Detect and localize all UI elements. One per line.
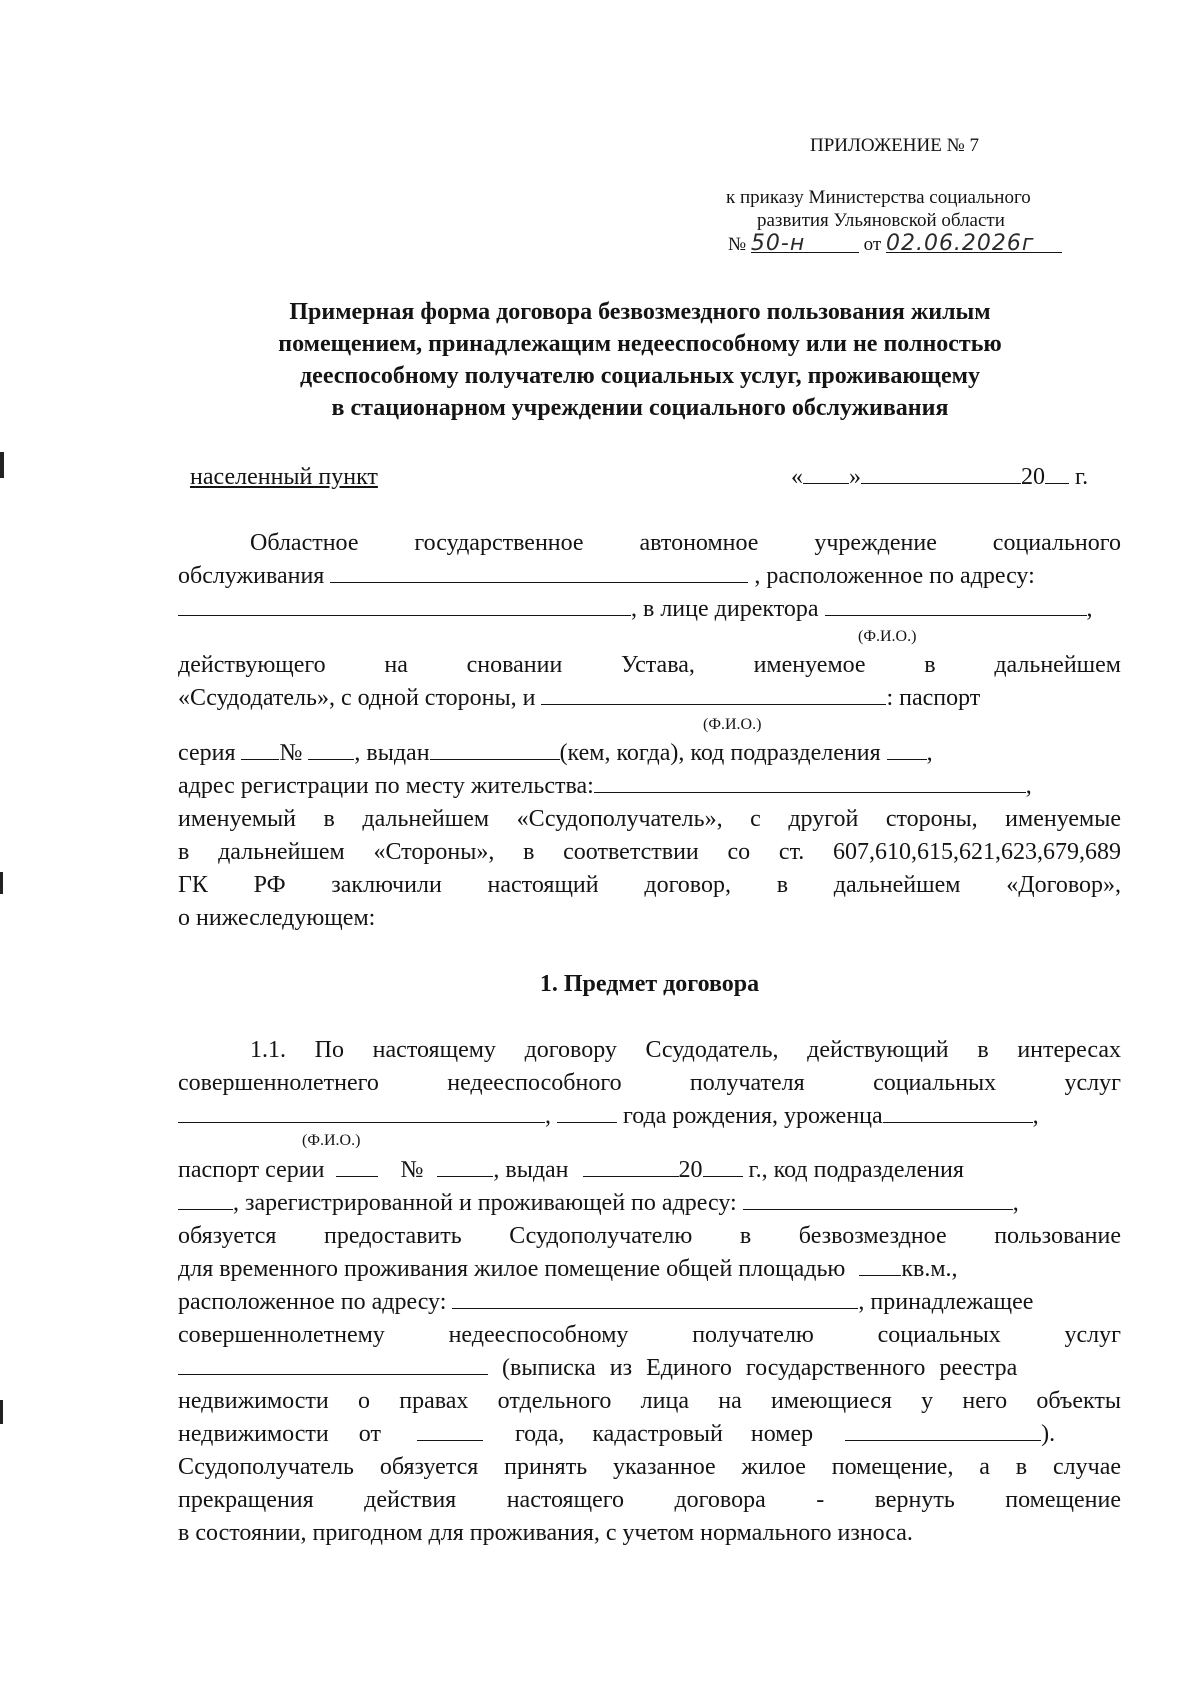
day-quote-close: »	[849, 464, 861, 490]
day-quote-open: «	[791, 464, 803, 490]
closing-paren: ).	[1041, 1421, 1056, 1447]
clause-text-2: совершеннолетнего недееспособного получателя социальных услуг	[178, 1070, 1121, 1096]
order-number-handwritten: 50-н	[750, 231, 806, 256]
preamble-line-11	[178, 902, 1121, 934]
extract-date-blank	[417, 1420, 483, 1441]
date-fields	[791, 461, 1088, 493]
address-label: , расположенное по адресу:	[754, 563, 1035, 589]
registration-address-label: адрес регистрации по месту жительства:	[178, 773, 594, 799]
order-number-line	[728, 232, 1062, 257]
preamble-line-5	[178, 682, 1121, 714]
document-title	[160, 296, 1120, 424]
clause-line-4	[178, 1154, 1121, 1186]
clause-text-15: в состоянии, пригодном для проживания, с учетом нормального износа.	[178, 1520, 913, 1546]
comma: ,	[1025, 773, 1032, 799]
place-date-line	[178, 461, 1121, 493]
issued-label: , выдан	[354, 740, 430, 766]
birth-label: года рождения, уроженца	[623, 1103, 883, 1129]
preamble-text-8: именуемый в дальнейшем «Ссудополучатель», с другой стороны, именуемые	[178, 806, 1121, 832]
birthplace-blank	[883, 1102, 1033, 1123]
comma: ,	[1032, 1103, 1039, 1129]
clause-line-2	[178, 1067, 1121, 1099]
passport-series-label: паспорт серии	[178, 1157, 325, 1183]
clause-line-15	[178, 1517, 1121, 1549]
year-blank	[1045, 463, 1069, 484]
year-prefix: 20	[1021, 464, 1045, 490]
area-label: для временного проживания жилое помещение общей площадью	[178, 1256, 846, 1282]
order-date-prefix: от	[863, 234, 882, 255]
preamble-line-3	[178, 593, 1121, 625]
registration-address-blank	[594, 772, 1026, 793]
number-label: №	[400, 1157, 424, 1183]
clause-text-11: недвижимости о правах отдельного лица на имеющиеся у него объекты	[178, 1388, 1121, 1414]
series-label: серия	[178, 740, 236, 766]
recipient-name-blank	[178, 1102, 545, 1123]
number-label: №	[279, 740, 303, 766]
fio-caption-3: (Ф.И.О.)	[302, 1132, 361, 1149]
year-suffix: г.	[1075, 464, 1089, 490]
comma: ,	[1012, 1190, 1019, 1216]
institution-address-blank	[178, 595, 631, 616]
birth-year-blank	[557, 1102, 617, 1123]
order-number-prefix: №	[728, 234, 747, 255]
institution-name-blank	[330, 562, 748, 583]
clause-line-1	[250, 1034, 1121, 1066]
clause-text-9: совершеннолетнему недееспособному получателю социальных услуг	[178, 1322, 1121, 1348]
division-code-label: г., код подразделения	[748, 1157, 964, 1183]
recipient-division-blank	[178, 1189, 233, 1210]
clause-text-1: 1.1. По настоящему договору Ссудодатель, действующий в интересах	[250, 1037, 1121, 1063]
day-blank	[803, 463, 849, 484]
preamble-line-9	[178, 836, 1121, 868]
preamble-line-8	[178, 803, 1121, 835]
preamble-line-10	[178, 869, 1121, 901]
preamble-line-6	[178, 737, 1121, 769]
issued-year-prefix: 20	[678, 1157, 703, 1183]
institution-label: обслуживания	[178, 563, 325, 589]
clause-line-11	[178, 1385, 1121, 1417]
settlement-field: населенный пункт	[190, 464, 378, 490]
recipient-number-blank	[437, 1156, 493, 1177]
clause-text-14: прекращения действия настоящего договора - вернуть помещение	[178, 1487, 1121, 1513]
area-unit: кв.м.,	[901, 1256, 958, 1282]
issued-year-blank	[703, 1156, 743, 1177]
passport-series-blank	[241, 739, 279, 760]
premises-address-blank	[452, 1288, 858, 1309]
cadastral-label: года, кадастровый номер	[514, 1421, 814, 1447]
clause-line-10	[178, 1352, 1121, 1384]
appendix-label: ПРИЛОЖЕНИЕ № 7	[810, 135, 979, 156]
order-reference-line1: к приказу Министерства социального	[726, 187, 1031, 208]
preamble-text-1: Областное государственное автономное учреждение социального	[250, 530, 1121, 556]
lender-label: «Ссудодатель», с одной стороны, и	[178, 685, 536, 711]
scan-edge-mark	[0, 1400, 3, 1424]
clause-line-3	[178, 1100, 1121, 1132]
extract-label: (выписка из Единого государственного реестра	[502, 1355, 1018, 1381]
issued-blank	[583, 1156, 679, 1177]
issued-by-blank	[430, 739, 560, 760]
order-date-handwritten: 02.06.2026г	[885, 231, 1035, 256]
comma: ,	[926, 740, 933, 766]
fio-caption-2: (Ф.И.О.)	[703, 716, 762, 733]
preamble-line-4	[178, 649, 1121, 681]
issued-label: , выдан	[493, 1157, 569, 1183]
division-code-blank	[887, 739, 927, 760]
preamble-text-11: о нижеследующем:	[178, 905, 376, 931]
residence-address-label: , зарегистрированной и проживающей по адресу:	[233, 1190, 737, 1216]
clause-line-8	[178, 1286, 1121, 1318]
clause-text-6: обязуется предоставить Ссудополучателю в безвозмездное пользование	[178, 1223, 1121, 1249]
preamble-line-1	[250, 527, 1121, 559]
belonging-label: , принадлежащее	[858, 1289, 1034, 1315]
comma: ,	[1086, 596, 1093, 622]
clause-text-13: Ссудополучатель обязуется принять указанное жилое помещение, а в случае	[178, 1454, 1121, 1480]
title-line-3: дееспособному получателю социальных услуг, проживающему	[300, 363, 980, 389]
title-line-4: в стационарном учреждении социального обслуживания	[331, 395, 949, 421]
residence-address-blank	[743, 1189, 1013, 1210]
clause-line-12	[178, 1418, 1121, 1450]
division-code-label: (кем, когда), код подразделения	[559, 740, 881, 766]
director-name-blank	[825, 595, 1087, 616]
comma: ,	[545, 1103, 551, 1129]
preamble-text-9: в дальнейшем «Стороны», в соответствии со ст. 607,610,615,621,623,679,689	[178, 839, 1121, 865]
title-line-1: Примерная форма договора безвозмездного пользования жилым	[289, 299, 991, 325]
area-blank	[859, 1255, 901, 1276]
clause-line-6	[178, 1220, 1121, 1252]
extract-date-label: недвижимости от	[178, 1421, 381, 1447]
clause-line-5	[178, 1187, 1121, 1219]
section-1-heading: 1. Предмет договора	[539, 971, 760, 997]
cadastral-number-blank	[845, 1420, 1041, 1441]
preamble-line-2	[178, 560, 1121, 592]
clause-line-13	[178, 1451, 1121, 1483]
owner-name-blank	[178, 1354, 488, 1375]
clause-line-9	[178, 1319, 1121, 1351]
fio-caption-1: (Ф.И.О.)	[858, 628, 917, 645]
scan-edge-mark	[0, 452, 4, 478]
recipient-series-blank	[336, 1156, 378, 1177]
preamble-text-4: действующего на сновании Устава, именуемое в дальнейшем	[178, 652, 1121, 678]
preamble-text-10: ГК РФ заключили настоящий договор, в дальнейшем «Договор»,	[178, 872, 1121, 898]
order-number-field	[750, 231, 859, 256]
director-label: , в лице директора	[631, 596, 819, 622]
preamble-line-7	[178, 770, 1121, 802]
order-reference-line2: развития Ульяновской области	[757, 210, 1005, 231]
scan-edge-mark	[0, 872, 3, 894]
borrower-name-blank	[541, 684, 886, 705]
month-blank	[861, 463, 1021, 484]
title-line-2: помещением, принадлежащим недееспособному или не полностью	[278, 331, 1002, 357]
clause-line-14	[178, 1484, 1121, 1516]
premises-address-label: расположенное по адресу:	[178, 1289, 447, 1315]
passport-number-blank	[308, 739, 354, 760]
clause-line-7	[178, 1253, 1121, 1285]
passport-label: : паспорт	[886, 685, 981, 711]
order-date-field	[885, 231, 1062, 256]
